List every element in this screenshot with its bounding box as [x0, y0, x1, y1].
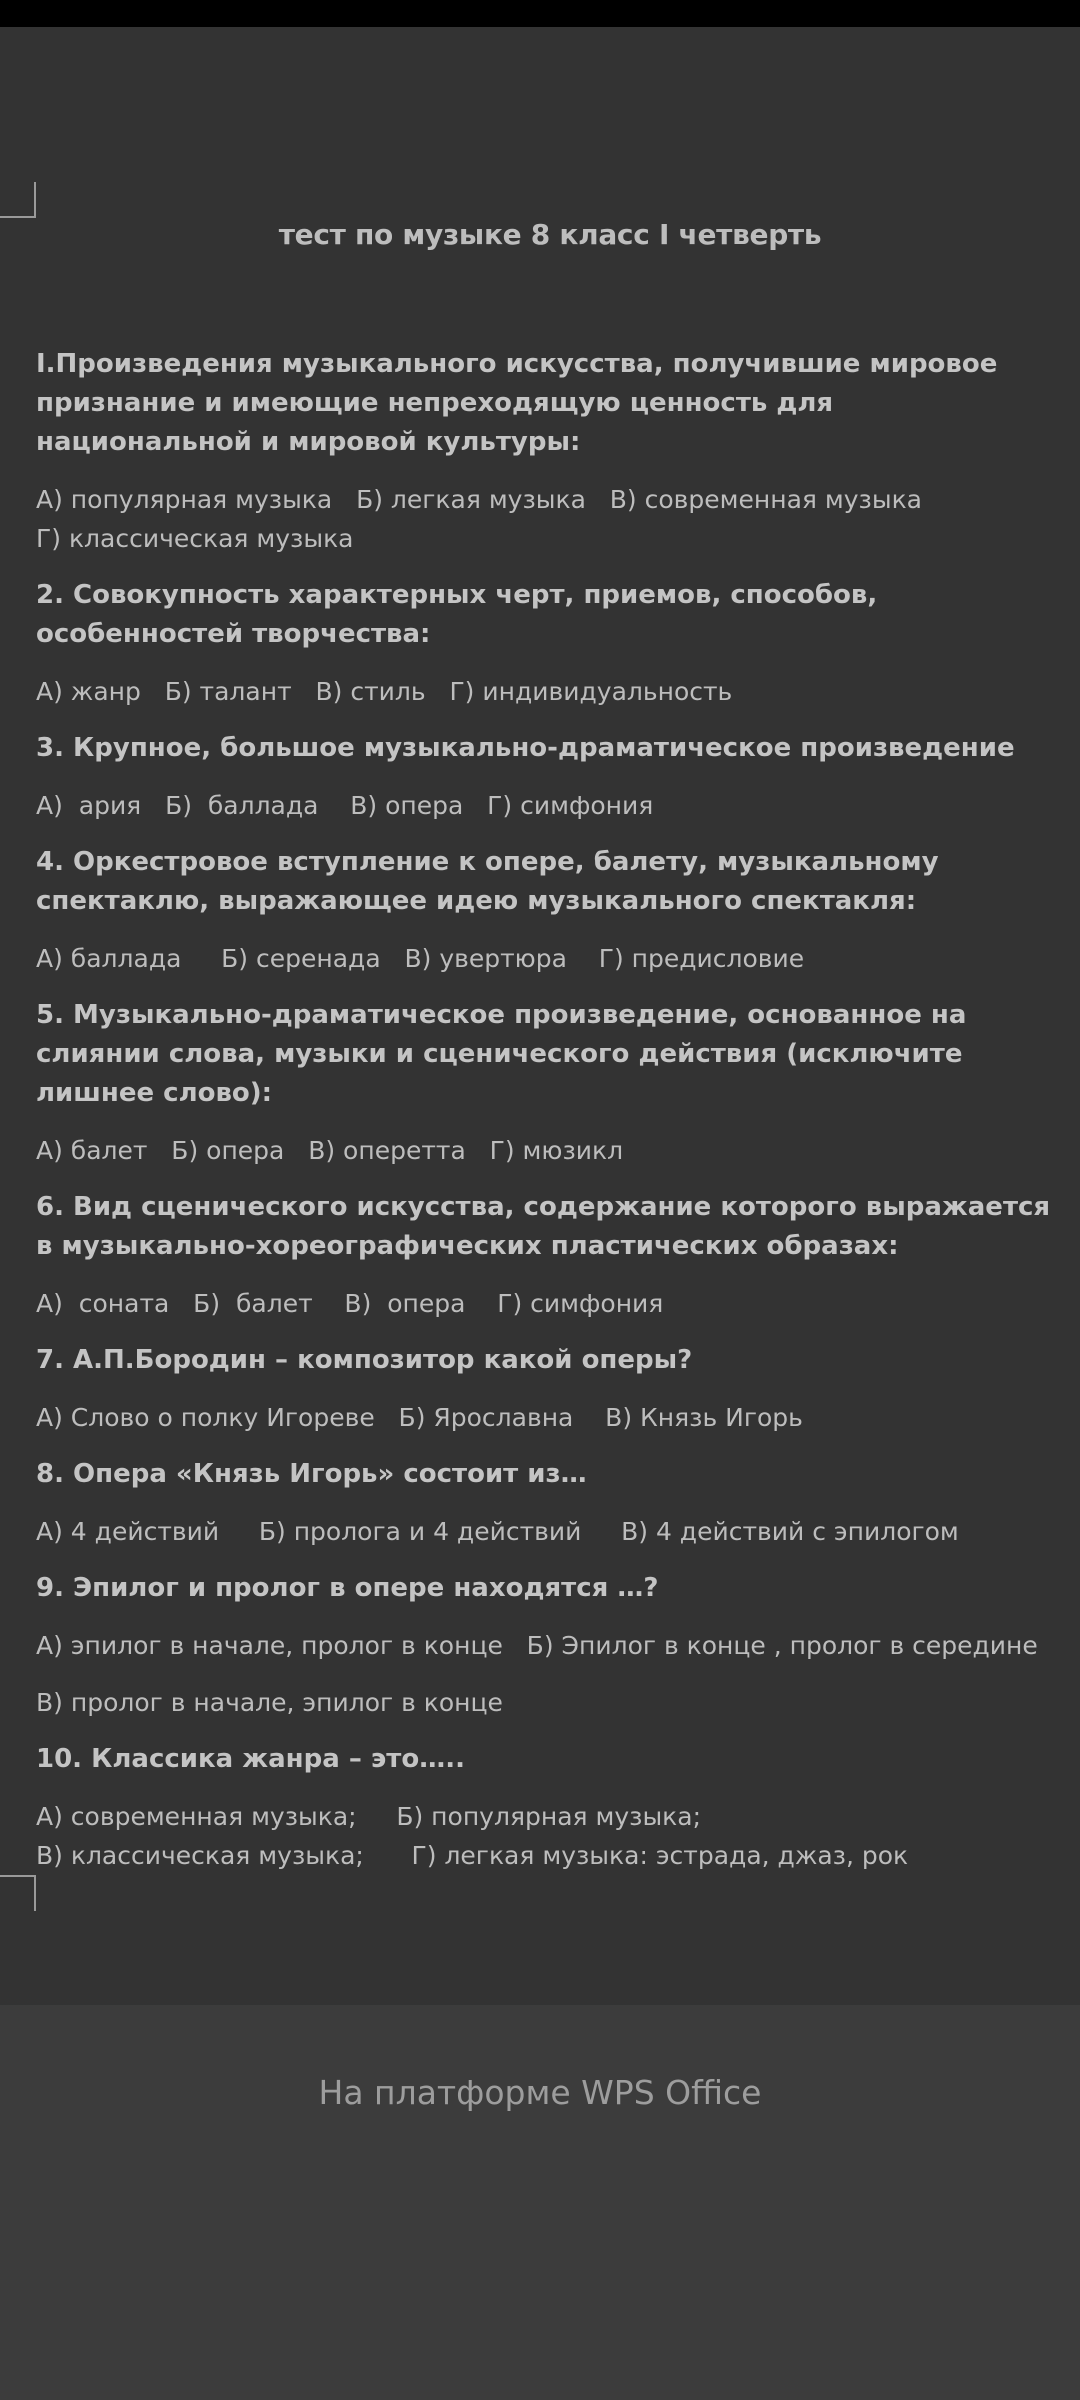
- status-bar: [0, 0, 1080, 27]
- crop-mark-top-left: [0, 182, 36, 218]
- question-9: 9. Эпилог и пролог в опере находятся …?: [36, 1573, 659, 1603]
- question-3: 3. Крупное, большое музыкально-драматическое произведение: [36, 733, 1015, 763]
- answer-options-1: А) популярная музыка Б) легкая музыка В) современная музыка Г) классическая музыка: [36, 485, 922, 553]
- answer-options-9: А) эпилог в начале, пролог в конце Б) Эпилог в конце , пролог в середине: [36, 1631, 1038, 1660]
- question-2: 2. Совокупность характерных черт, приемов, способов, особенностей творчества:: [36, 580, 878, 649]
- answer-options-3: А) ария Б) баллада В) опера Г) симфония: [36, 791, 654, 820]
- question-1: I.Произведения музыкального искусства, получившие мировое признание и имеющие непреходящую ценность для национальной и мировой культуры:: [36, 349, 998, 457]
- crop-mark-bottom-left: [0, 1875, 36, 1911]
- answer-options-10: А) современная музыка; Б) популярная музыка; В) классическая музыка; Г) легкая музыка: эстрада, джаз, рок: [36, 1802, 909, 1870]
- document-body: [36, 345, 1051, 1893]
- answer-options-7: А) Слово о полку Игореве Б) Ярославна В) Князь Игорь: [36, 1403, 803, 1432]
- answer-options-5: А) балет Б) опера В) оперетта Г) мюзикл: [36, 1136, 624, 1165]
- answer-options-4: А) баллада Б) серенада В) увертюра Г) предисловие: [36, 944, 805, 973]
- answer-options-6: А) соната Б) балет В) опера Г) симфония: [36, 1289, 664, 1318]
- question-10: 10. Классика жанра – это…..: [36, 1744, 465, 1774]
- question-6: 6. Вид сценического искусства, содержание которого выражается в музыкально-хореографических пластических образах:: [36, 1192, 1051, 1261]
- question-8: 8. Опера «Князь Игорь» состоит из…: [36, 1459, 587, 1489]
- answer-options-2: А) жанр Б) талант В) стиль Г) индивидуальность: [36, 677, 733, 706]
- question-5: 5. Музыкально-драматическое произведение, основанное на слиянии слова, музыки и сценического действия (исключите лишнее слово):: [36, 1000, 967, 1108]
- document-title: тест по музыке 8 класс I четверть: [278, 218, 822, 251]
- question-4: 4. Оркестровое вступление к опере, балету, музыкальному спектаклю, выражающее идею музыкального спектакля:: [36, 847, 939, 916]
- document-page[interactable]: [0, 27, 1080, 2005]
- platform-label: На платформе WPS Office: [318, 2073, 762, 2112]
- question-7: 7. А.П.Бородин – композитор какой оперы?: [36, 1345, 693, 1375]
- answer-options-9: В) пролог в начале, эпилог в конце: [36, 1688, 503, 1717]
- footer: [0, 2005, 1080, 2400]
- answer-options-8: А) 4 действий Б) пролога и 4 действий В) 4 действий с эпилогом: [36, 1517, 959, 1546]
